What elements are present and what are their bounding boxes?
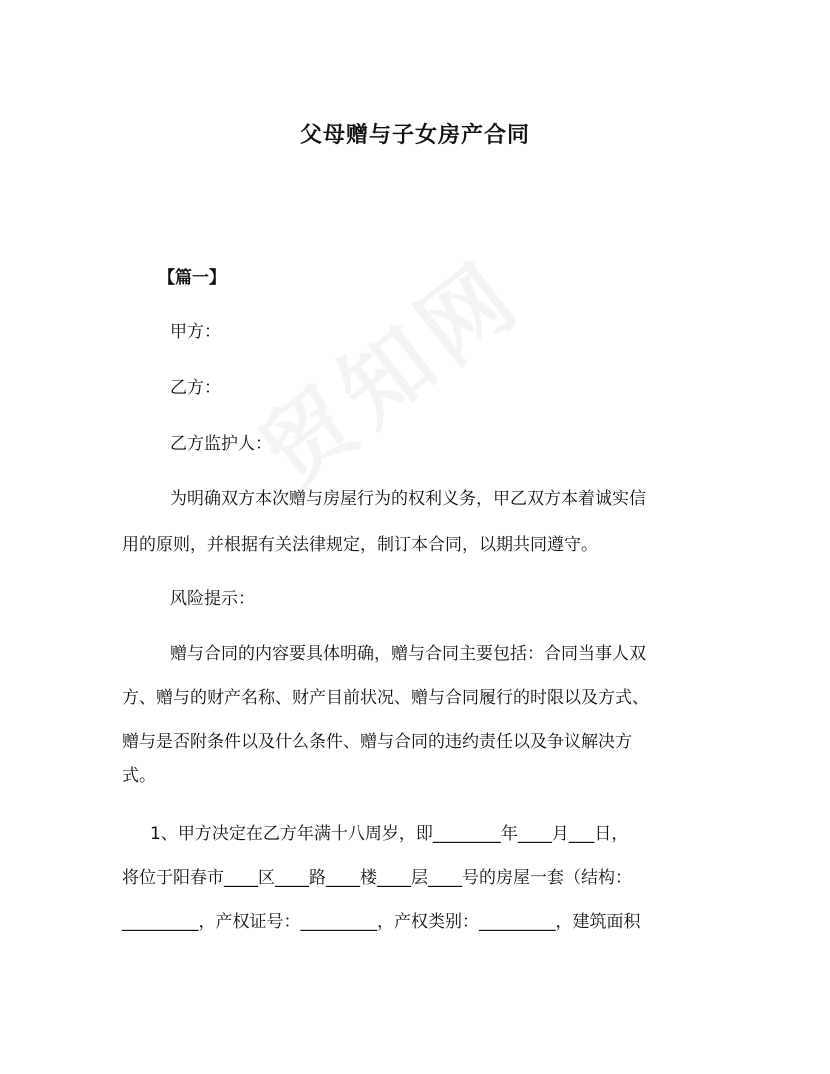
risk-line-4: 式。 (122, 766, 156, 786)
clause-1-line-3: _________，产权证号：_________，产权类别：_________，建筑面积 (122, 912, 641, 932)
party-a-label: 甲方： (170, 322, 221, 342)
section-heading: 【篇一】 (158, 268, 226, 288)
intro-line-2: 用的原则，并根据有关法律规定，制订本合同，以期共同遵守。 (122, 535, 598, 555)
risk-line-3: 赠与是否附条件以及什么条件、赠与合同的违约责任以及争议解决方 (122, 732, 632, 752)
risk-heading: 风险提示： (170, 589, 255, 609)
intro-line-1: 为明确双方本次赠与房屋行为的权利义务，甲乙双方本着诚实信 (170, 489, 646, 509)
risk-line-2: 方、赠与的财产名称、财产目前状况、赠与合同履行的时限以及方式、 (122, 688, 649, 708)
party-b-label: 乙方： (170, 378, 221, 398)
clause-1-line-2: 将位于阳春市____区____路____楼____层____号的房屋一套（结构： (122, 868, 632, 888)
risk-line-1: 赠与合同的内容要具体明确，赠与合同主要包括：合同当事人双 (170, 644, 646, 664)
clause-1-line-1: 1、甲方决定在乙方年满十八周岁，即________年____月___日， (150, 824, 629, 844)
party-b-guardian-label: 乙方监护人： (170, 434, 272, 454)
document-title: 父母赠与子女房产合同 (299, 123, 530, 148)
